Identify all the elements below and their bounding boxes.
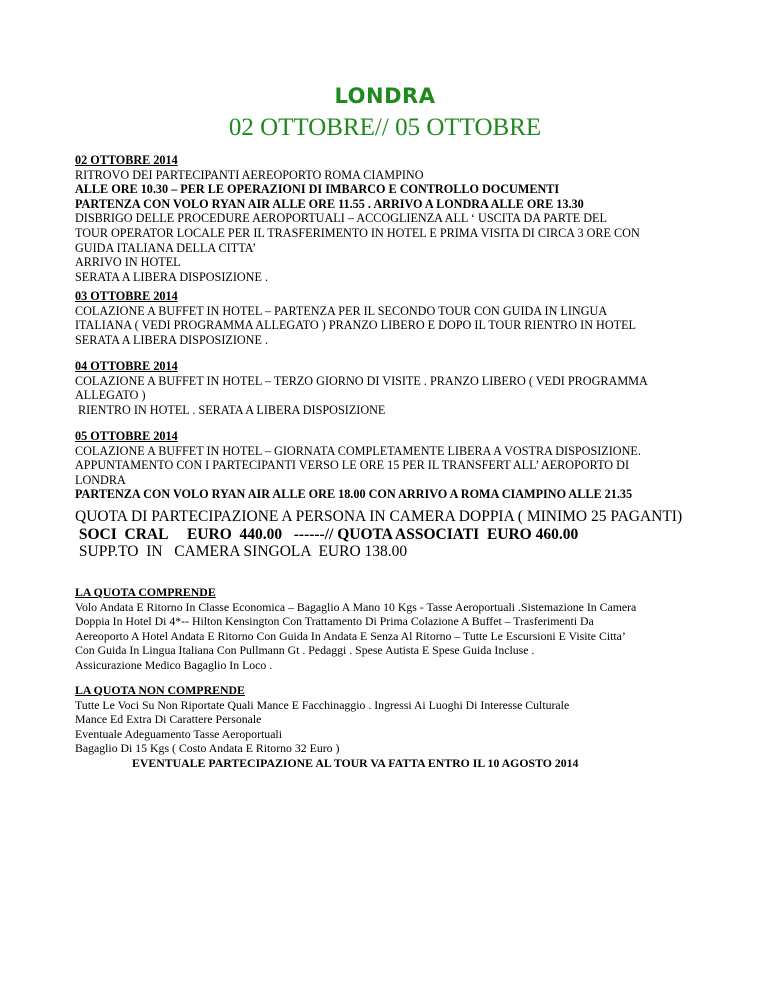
day1-line: ARRIVO IN HOTEL xyxy=(75,255,181,270)
quota-section xyxy=(75,508,735,561)
day4-section xyxy=(75,429,715,502)
quota-line: QUOTA DI PARTECIPAZIONE A PERSONA IN CAMERA DOPPIA ( MINIMO 25 PAGANTI) xyxy=(75,508,683,525)
day1-line-bold: ALLE ORE 10.30 – PER LE OPERAZIONI DI IMBARCO E CONTROLLO DOCUMENTI xyxy=(75,182,560,197)
comprende-line: Con Guida In Lingua Italiana Con Pullmann Gt . Pedaggi . Spese Autista E Spese Guida Incluse . xyxy=(75,643,535,658)
comprende-line: Doppia In Hotel Di 4*-- Hilton Kensington Con Trattamento Di Prima Colazione A Buffet – Trasferimenti Da xyxy=(75,614,594,629)
day2-line: COLAZIONE A BUFFET IN HOTEL – PARTENZA PER IL SECONDO TOUR CON GUIDA IN LINGUA xyxy=(75,303,608,318)
page-title: LONDRA xyxy=(334,84,436,108)
comprende-section xyxy=(75,585,715,673)
quota-soci-line: SOCI CRAL EURO 440.00 ------// QUOTA ASSOCIATI EURO 460.00 xyxy=(75,525,579,543)
non-comprende-heading: LA QUOTA NON COMPRENDE xyxy=(75,683,245,697)
non-comprende-line: Bagaglio Di 15 Kgs ( Costo Andata E Ritorno 32 Euro ) xyxy=(75,741,340,756)
non-comprende-section xyxy=(75,683,715,771)
day1-line: TOUR OPERATOR LOCALE PER IL TRASFERIMENTO IN HOTEL E PRIMA VISITA DI CIRCA 3 ORE CON xyxy=(75,225,640,240)
quota-supplemento-line: SUPP.TO IN CAMERA SINGOLA EURO 138.00 xyxy=(75,543,408,560)
day1-line-bold: PARTENZA CON VOLO RYAN AIR ALLE ORE 11.55 . ARRIVO A LONDRA ALLE ORE 13.30 xyxy=(75,196,584,211)
comprende-line: Assicurazione Medico Bagaglio In Loco . xyxy=(75,657,273,672)
day2-line: ITALIANA ( VEDI PROGRAMMA ALLEGATO ) PRANZO LIBERO E DOPO IL TOUR RIENTRO IN HOTEL xyxy=(75,318,636,333)
day3-line: COLAZIONE A BUFFET IN HOTEL – TERZO GIORNO DI VISITE . PRANZO LIBERO ( VEDI PROGRAMMA xyxy=(75,373,648,388)
comprende-line: Aereoporto A Hotel Andata E Ritorno Con Guida In Andata E Senza Al Ritorno – Tutte Le Escursioni E Visite Citta’ xyxy=(75,628,626,643)
day2-section xyxy=(75,289,715,347)
day1-heading: 02 OTTOBRE 2014 xyxy=(75,153,178,167)
day4-line-bold: PARTENZA CON VOLO RYAN AIR ALLE ORE 18.00 CON ARRIVO A ROMA CIAMPINO ALLE 21.35 xyxy=(75,487,633,502)
non-comprende-line: Eventuale Adeguamento Tasse Aeroportuali xyxy=(75,726,282,741)
day2-heading: 03 OTTOBRE 2014 xyxy=(75,289,178,303)
page-subtitle: 02 OTTOBRE// 05 OTTOBRE xyxy=(228,114,542,141)
non-comprende-line: Mance Ed Extra Di Carattere Personale xyxy=(75,712,262,727)
day1-line: SERATA A LIBERA DISPOSIZIONE . xyxy=(75,269,269,284)
day2-line: SERATA A LIBERA DISPOSIZIONE . xyxy=(75,332,269,347)
day1-line: DISBRIGO DELLE PROCEDURE AEROPORTUALI – ACCOGLIENZA ALL ‘ USCITA DA PARTE DEL xyxy=(75,211,607,226)
day4-heading: 05 OTTOBRE 2014 xyxy=(75,429,178,443)
day4-line: LONDRA xyxy=(75,472,126,487)
deadline-notice: EVENTUALE PARTECIPAZIONE AL TOUR VA FATTA ENTRO IL 10 AGOSTO 2014 xyxy=(132,755,579,770)
day1-line: RITROVO DEI PARTECIPANTI AEREOPORTO ROMA CIAMPINO xyxy=(75,167,424,182)
day4-line: APPUNTAMENTO CON I PARTECIPANTI VERSO LE ORE 15 PER IL TRANSFERT ALL’ AEROPORTO DI xyxy=(75,458,630,473)
day4-line: COLAZIONE A BUFFET IN HOTEL – GIORNATA COMPLETAMENTE LIBERA A VOSTRA DISPOSIZIONE. xyxy=(75,443,641,458)
day1-section xyxy=(75,153,715,284)
day3-line: ALLEGATO ) xyxy=(75,388,146,403)
comprende-line: Volo Andata E Ritorno In Classe Economica – Bagaglio A Mano 10 Kgs - Tasse Aeroportuali .Sistemazione In Camera xyxy=(75,599,637,614)
day3-section xyxy=(75,359,715,417)
comprende-heading: LA QUOTA COMPRENDE xyxy=(75,585,216,599)
day1-line: GUIDA ITALIANA DELLA CITTA’ xyxy=(75,240,257,255)
day3-line: RIENTRO IN HOTEL . SERATA A LIBERA DISPOSIZIONE xyxy=(75,402,386,417)
non-comprende-line: Tutte Le Voci Su Non Riportate Quali Mance E Facchinaggio . Ingressi Ai Luoghi Di Interesse Culturale xyxy=(75,697,570,712)
day3-heading: 04 OTTOBRE 2014 xyxy=(75,359,178,373)
